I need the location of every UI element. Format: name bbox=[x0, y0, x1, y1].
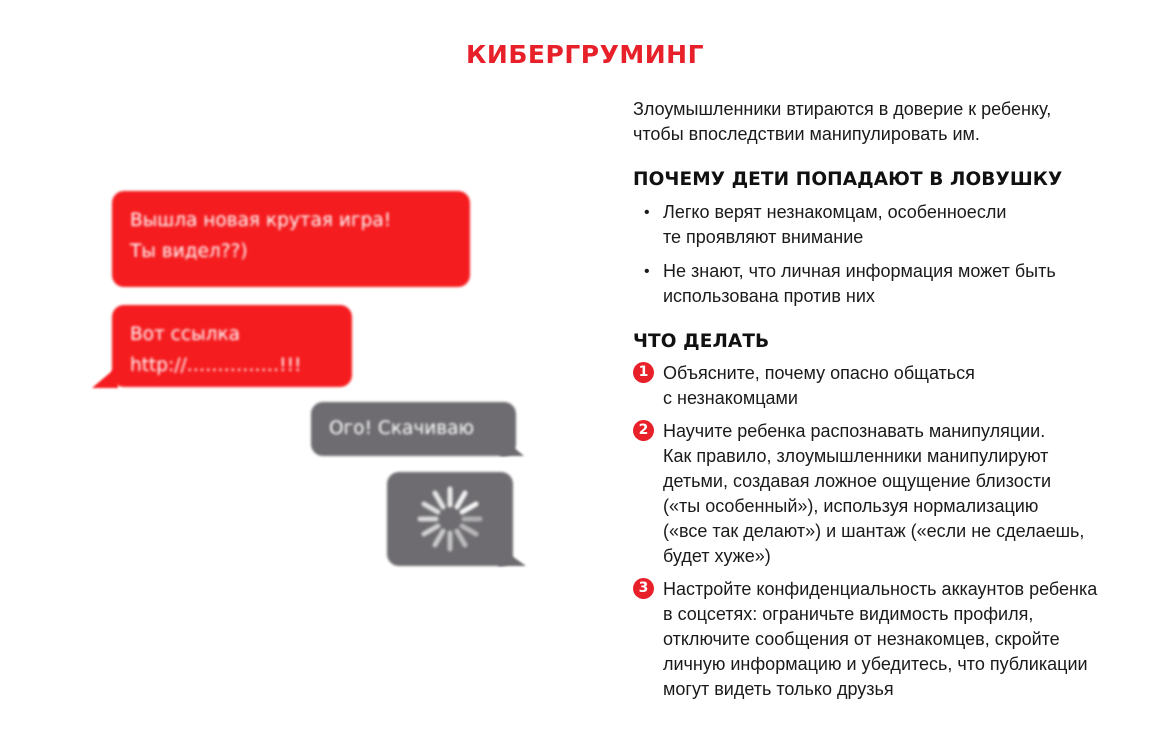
step-line: отключите сообщения от незнакомцев, скройте bbox=[663, 629, 1060, 649]
step-item bbox=[633, 361, 1153, 411]
spinner-ray bbox=[462, 526, 476, 534]
list-item-line: использована против них bbox=[663, 286, 875, 306]
intro-line: чтобы впоследствии манипулировать им. bbox=[633, 124, 980, 144]
list-item-line: Легко верят незнакомцам, особенноесли bbox=[663, 202, 1007, 222]
spinner-ray bbox=[424, 504, 438, 512]
spinner-icon bbox=[387, 472, 513, 566]
step-item bbox=[633, 577, 1153, 702]
list-item-line: те проявляют внимание bbox=[663, 227, 864, 247]
step-line: детьми, создавая ложное ощущение близости bbox=[663, 471, 1052, 491]
message-text-line: Вышла новая крутая игра! bbox=[130, 210, 392, 231]
step-number-badge: 2 bbox=[633, 420, 654, 441]
chat-message-incoming-1 bbox=[112, 191, 470, 287]
bullet-icon: • bbox=[644, 263, 650, 280]
todo-heading: ЧТО ДЕЛАТЬ bbox=[633, 331, 770, 352]
list-item-line: Не знают, что личная информация может быть bbox=[663, 261, 1056, 281]
spinner-ray bbox=[462, 504, 476, 512]
list-item bbox=[633, 200, 1153, 250]
intro-text bbox=[633, 97, 1153, 147]
step-line: личную информацию и убедитесь, что публикации bbox=[663, 654, 1088, 674]
step-line: («ты особенный»), используя нормализацию bbox=[663, 496, 1039, 516]
step-item bbox=[633, 419, 1153, 569]
spinner-ray bbox=[424, 526, 438, 534]
step-line: Как правило, злоумышленники манипулируют bbox=[663, 446, 1049, 466]
todo-steps bbox=[633, 361, 1153, 702]
spinner-ray bbox=[435, 531, 443, 545]
list-item bbox=[633, 259, 1153, 309]
step-line: Объясните, почему опасно общаться bbox=[663, 363, 975, 383]
message-text-line: Ты видел??) bbox=[130, 241, 248, 262]
content-column bbox=[633, 97, 1153, 710]
bullet-icon: • bbox=[644, 204, 650, 221]
spinner-ray bbox=[457, 493, 465, 507]
step-line: («все так делают») и шантаж («если не сделаешь, bbox=[663, 521, 1085, 541]
message-text-line: Вот ссылка bbox=[130, 324, 240, 345]
chat-message-incoming-2 bbox=[112, 305, 352, 387]
step-line: Научите ребенка распознавать манипуляции. bbox=[663, 421, 1046, 441]
step-line: с незнакомцами bbox=[663, 388, 798, 408]
why-list bbox=[633, 200, 1153, 309]
chat-message-loading bbox=[387, 472, 513, 566]
spinner-ray bbox=[435, 493, 443, 507]
message-text-line: Ого! Скачиваю bbox=[329, 418, 475, 439]
intro-line: Злоумышленники втираются в доверие к ребенку, bbox=[633, 99, 1052, 119]
page-title: КИБЕРГРУМИНГ bbox=[466, 40, 704, 69]
step-number-badge: 3 bbox=[633, 578, 654, 599]
message-link-text: http://……………!!! bbox=[130, 355, 302, 376]
step-line: будет хуже») bbox=[663, 546, 771, 566]
step-line: в соцсетях: ограничьте видимость профиля, bbox=[663, 604, 1034, 624]
chat-message-outgoing bbox=[311, 402, 516, 456]
spinner-ray bbox=[457, 531, 465, 545]
step-line: могут видеть только друзья bbox=[663, 679, 894, 699]
step-line: Настройте конфиденциальность аккаунтов ребенка bbox=[663, 579, 1098, 599]
step-number-badge: 1 bbox=[633, 362, 654, 383]
why-heading: ПОЧЕМУ ДЕТИ ПОПАДАЮТ В ЛОВУШКУ bbox=[633, 169, 1063, 190]
